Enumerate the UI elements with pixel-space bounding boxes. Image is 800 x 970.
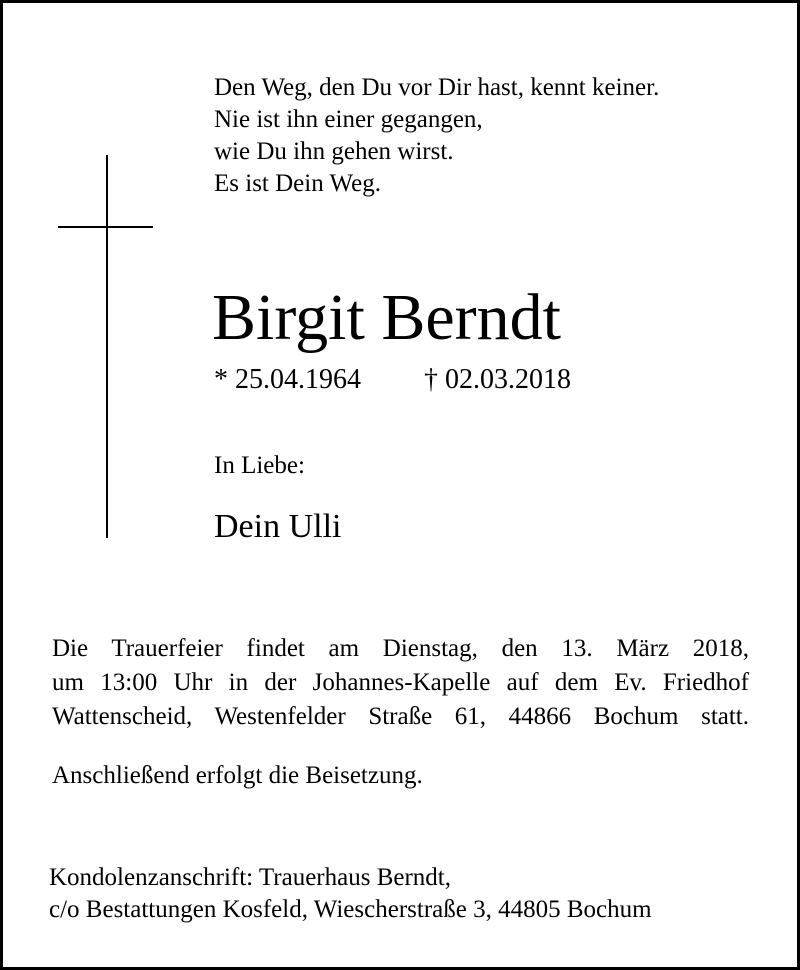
- funeral-notice: [52, 632, 749, 734]
- poem-line: Nie ist ihn einer gegangen,: [214, 106, 483, 133]
- death-date: † 02.03.2018: [424, 364, 571, 395]
- deceased-name: Birgit Berndt: [212, 281, 561, 354]
- funeral-notice-line: Die Trauerfeier findet am Dienstag, den 13. März 2018,: [52, 635, 749, 662]
- condolence-line: c/o Bestattungen Kosfeld, Wiescherstraße 3, 44805 Bochum: [49, 896, 652, 923]
- mourners-signature: Dein Ulli: [214, 508, 342, 545]
- birth-date: * 25.04.1964: [214, 364, 361, 395]
- poem: [214, 72, 659, 200]
- burial-notice: Anschließend erfolgt die Beisetzung.: [52, 762, 423, 789]
- condolence-line: Kondolenzanschrift: Trauerhaus Berndt,: [49, 864, 452, 891]
- cross-vertical-bar: [106, 155, 108, 538]
- funeral-notice-line: um 13:00 Uhr in der Johannes-Kapelle auf dem Ev. Friedhof: [52, 669, 749, 696]
- condolence-address: [49, 862, 652, 926]
- poem-line: wie Du ihn gehen wirst.: [214, 138, 454, 165]
- funeral-notice-line: Wattenscheid, Westenfelder Straße 61, 44866 Bochum statt.: [52, 703, 749, 730]
- poem-line: Den Weg, den Du vor Dir hast, kennt keiner.: [214, 74, 660, 101]
- cross-horizontal-bar: [58, 226, 153, 228]
- poem-line: Es ist Dein Weg.: [214, 170, 381, 197]
- mourners-label: In Liebe:: [214, 452, 305, 479]
- life-dates: [214, 363, 571, 397]
